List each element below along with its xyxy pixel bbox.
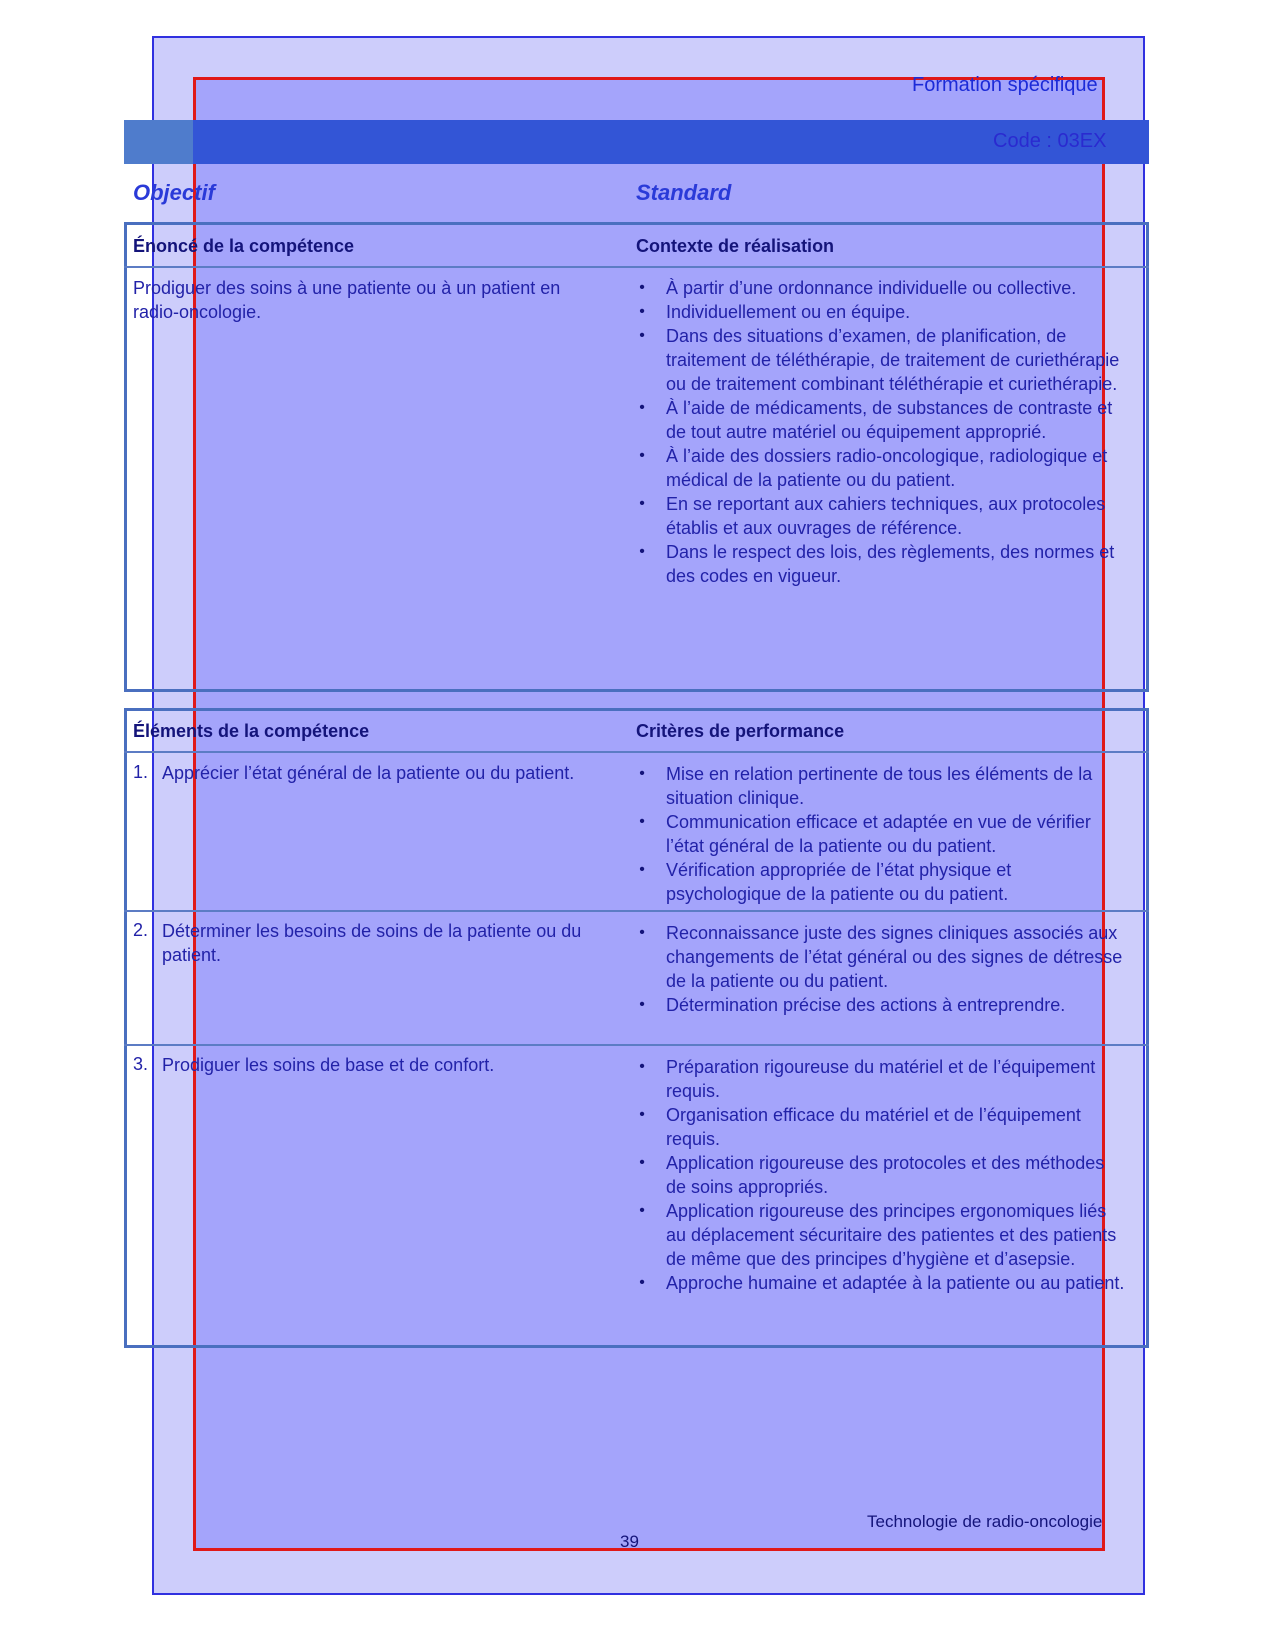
- criteria-item-text: Reconnaissance juste des signes cliniques associés aux changements de l’état général ou des signes de détresse de la patiente ou du patient.: [666, 923, 1123, 991]
- element-number: 3.: [133, 1054, 149, 1074]
- criteria-item: [636, 1151, 1126, 1199]
- element-text: Déterminer les besoins de soins de la patiente ou du patient.: [162, 921, 582, 965]
- context-item: [636, 540, 1126, 588]
- objectif-title: Objectif: [133, 180, 215, 205]
- criteria-item-text: Application rigoureuse des protocoles et des méthodes de soins appropriés.: [666, 1153, 1105, 1197]
- element-text: Prodiguer les soins de base et de confort.: [162, 1055, 495, 1075]
- bullet-icon: •: [639, 1106, 645, 1123]
- criteria-list: [636, 921, 1126, 1017]
- bullet-icon: •: [639, 861, 645, 878]
- bullet-icon: •: [639, 303, 645, 320]
- elements-head-left: Éléments de la compétence: [133, 721, 370, 741]
- context-item-text: En se reportant aux cahiers techniques, aux protocoles établis et aux ouvrages de référence.: [666, 494, 1106, 538]
- context-item: [636, 396, 1126, 444]
- header-band-tab: [124, 120, 193, 164]
- criteria-item: [636, 810, 1126, 858]
- element-number: 2.: [133, 920, 149, 940]
- context-item-text: À l’aide de médicaments, de substances de contraste et de tout autre matériel ou équipement approprié.: [666, 398, 1113, 442]
- bullet-icon: •: [639, 279, 645, 296]
- criteria-item-text: Détermination précise des actions à entreprendre.: [666, 995, 1066, 1015]
- context-list: [636, 276, 1126, 588]
- criteria-item: [636, 921, 1126, 993]
- bullet-icon: •: [639, 924, 645, 941]
- context-item-text: À partir d’une ordonnance individuelle ou collective.: [666, 278, 1077, 298]
- criteria-item: [636, 1103, 1126, 1151]
- criteria-item: [636, 993, 1126, 1017]
- criteria-list: [636, 762, 1126, 906]
- bullet-icon: •: [639, 996, 645, 1013]
- row-divider: [124, 910, 1149, 912]
- context-item-text: Dans le respect des lois, des règlements, des normes et des codes en vigueur.: [666, 542, 1115, 586]
- criteria-item-text: Application rigoureuse des principes ergonomiques liés au déplacement sécuritaire des patientes et des patients de même que des principes d’hygiène et d’asepsie.: [666, 1201, 1117, 1269]
- bullet-icon: •: [639, 447, 645, 464]
- elements-header-rule: [124, 751, 1149, 753]
- context-item: [636, 276, 1126, 300]
- bullet-icon: •: [639, 1154, 645, 1171]
- row-divider: [124, 1044, 1149, 1046]
- context-item: [636, 324, 1126, 396]
- criteria-item: [636, 1055, 1126, 1103]
- context-item: [636, 444, 1126, 492]
- formation-label: Formation spécifique: [912, 74, 1098, 96]
- standard-title: Standard: [636, 180, 732, 205]
- context-item-text: Dans des situations d’examen, de planification, de traitement de téléthérapie, de traitement de curiethérapie ou de traitement combinant téléthérapie et curiethérapie.: [666, 326, 1120, 394]
- criteria-item: [636, 762, 1126, 810]
- competence-head-left: Énoncé de la compétence: [133, 236, 355, 256]
- criteria-item-text: Organisation efficace du matériel et de l’équipement requis.: [666, 1105, 1081, 1149]
- page-number: 39: [620, 1532, 639, 1551]
- code-label: Code : 03EX: [993, 130, 1107, 152]
- bullet-icon: •: [639, 543, 645, 560]
- bullet-icon: •: [639, 765, 645, 782]
- bullet-icon: •: [639, 1274, 645, 1291]
- criteria-item: [636, 1199, 1126, 1271]
- competence-head-right: Contexte de réalisation: [636, 236, 835, 256]
- criteria-item: [636, 1271, 1126, 1295]
- criteria-item-text: Vérification appropriée de l’état physique et psychologique de la patiente ou du patient.: [666, 860, 1012, 904]
- criteria-item: [636, 858, 1126, 906]
- bullet-icon: •: [639, 399, 645, 416]
- element-number: 1.: [133, 762, 149, 782]
- context-item: [636, 492, 1126, 540]
- criteria-item-text: Préparation rigoureuse du matériel et de l’équipement requis.: [666, 1057, 1096, 1101]
- bullet-icon: •: [639, 327, 645, 344]
- bullet-icon: •: [639, 1058, 645, 1075]
- competence-statement: Prodiguer des soins à une patiente ou à un patient en radio-oncologie.: [133, 278, 561, 322]
- bullet-icon: •: [639, 1202, 645, 1219]
- criteria-list: [636, 1055, 1126, 1295]
- program-footer: Technologie de radio-oncologie: [867, 1512, 1103, 1531]
- criteria-item-text: Mise en relation pertinente de tous les éléments de la situation clinique.: [666, 764, 1093, 808]
- context-item-text: À l’aide des dossiers radio-oncologique, radiologique et médical de la patiente ou du patient.: [666, 446, 1108, 490]
- bullet-icon: •: [639, 813, 645, 830]
- elements-head-right: Critères de performance: [636, 721, 845, 741]
- competence-header-rule: [124, 266, 1149, 268]
- context-item: [636, 300, 1126, 324]
- element-text: Apprécier l’état général de la patiente ou du patient.: [162, 763, 575, 783]
- context-item-text: Individuellement ou en équipe.: [666, 302, 911, 322]
- criteria-item-text: Approche humaine et adaptée à la patiente ou au patient.: [666, 1273, 1125, 1293]
- bullet-icon: •: [639, 495, 645, 512]
- criteria-item-text: Communication efficace et adaptée en vue de vérifier l’état général de la patiente ou du patient.: [666, 812, 1091, 856]
